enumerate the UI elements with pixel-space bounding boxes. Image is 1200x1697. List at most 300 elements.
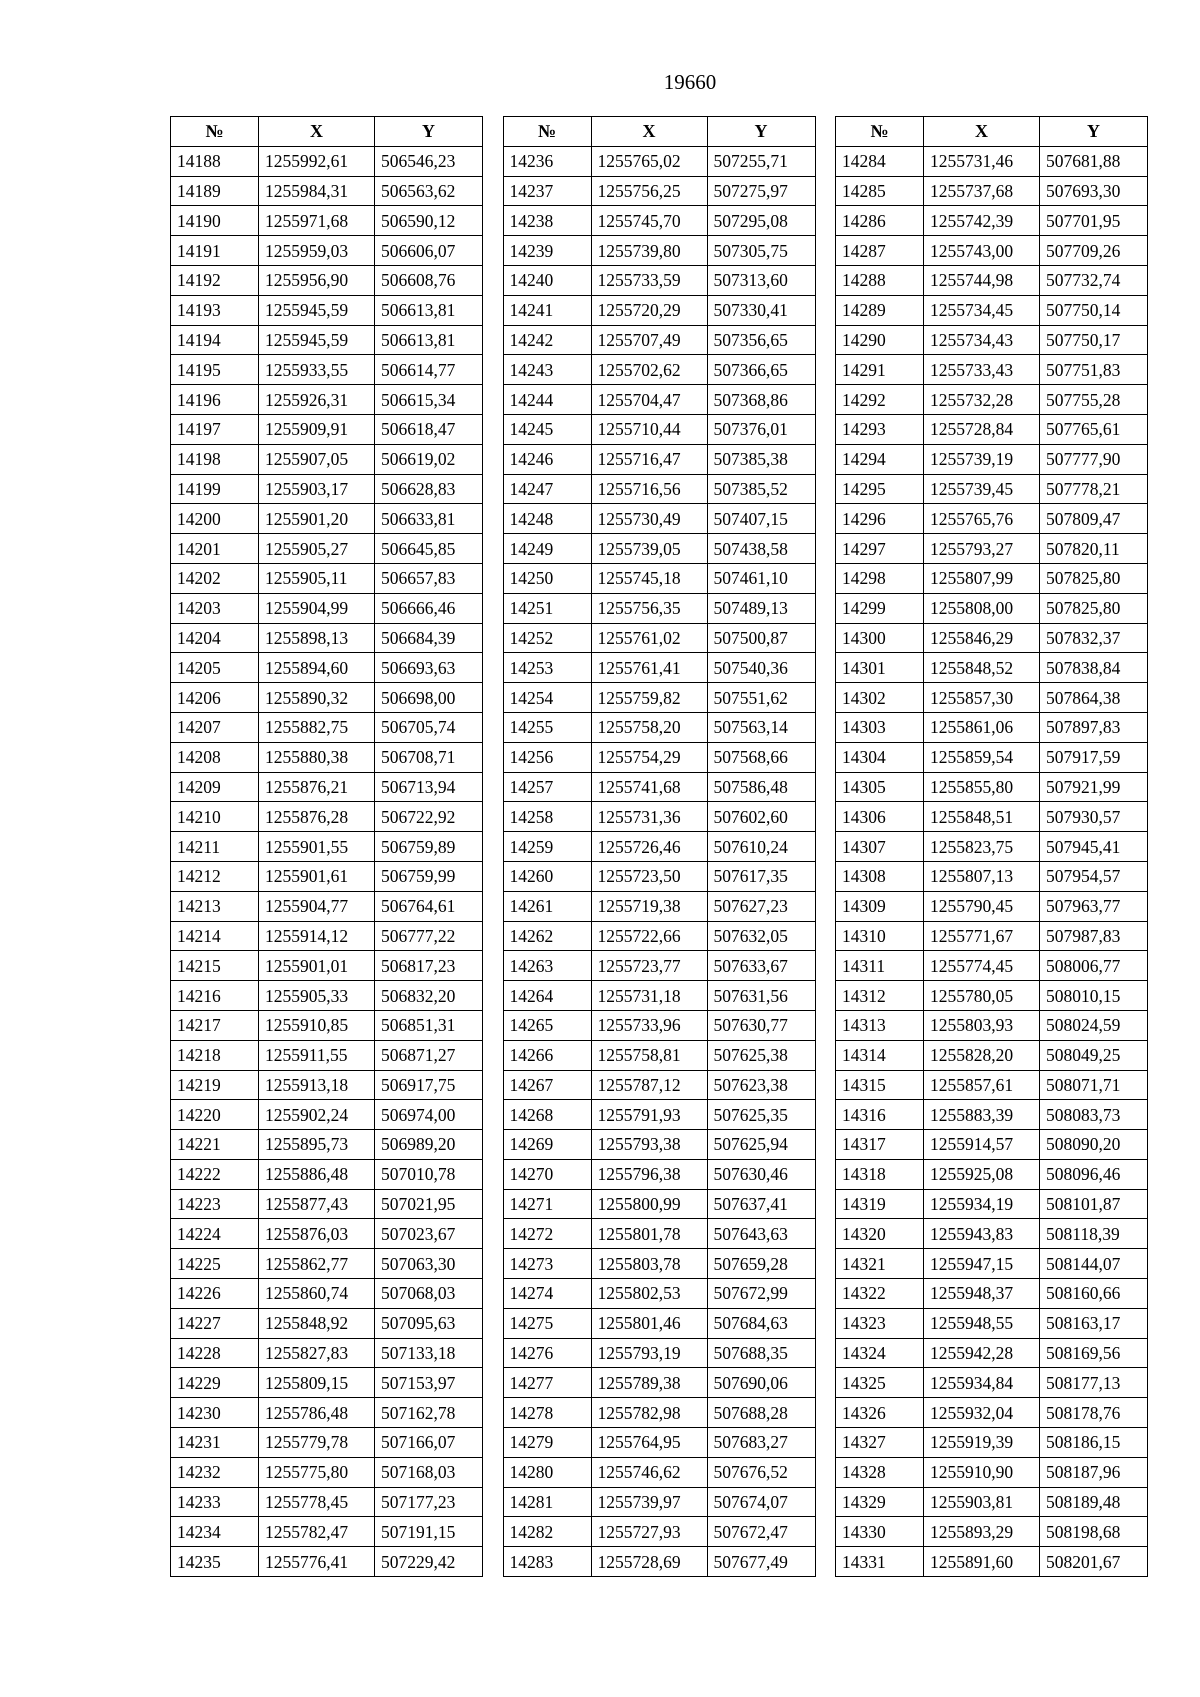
cell-number: 14295	[836, 474, 924, 504]
cell-y: 507838,84	[1040, 653, 1148, 683]
cell-number: 14226	[171, 1279, 259, 1309]
cell-y: 507750,17	[1040, 325, 1148, 355]
cell-y: 507897,83	[1040, 712, 1148, 742]
cell-y: 507376,01	[707, 414, 815, 444]
cell-number: 14280	[503, 1457, 591, 1487]
cell-number: 14200	[171, 504, 259, 534]
cell-y: 508201,67	[1040, 1547, 1148, 1577]
table-row	[836, 623, 1148, 653]
cell-x: 1255731,18	[591, 981, 707, 1011]
table-header-row	[503, 117, 815, 147]
table-row	[836, 832, 1148, 862]
cell-number: 14217	[171, 1010, 259, 1040]
cell-x: 1255782,47	[259, 1517, 375, 1547]
cell-number: 14289	[836, 295, 924, 325]
table-row	[171, 653, 483, 683]
cell-number: 14204	[171, 623, 259, 653]
table-row	[503, 623, 815, 653]
cell-x: 1255789,38	[591, 1368, 707, 1398]
cell-number: 14281	[503, 1487, 591, 1517]
table-row	[503, 563, 815, 593]
cell-x: 1255776,41	[259, 1547, 375, 1577]
cell-y: 507021,95	[375, 1189, 483, 1219]
table-row	[503, 832, 815, 862]
cell-y: 506657,83	[375, 563, 483, 593]
table-row	[503, 1249, 815, 1279]
table-row	[171, 444, 483, 474]
table-row	[836, 444, 1148, 474]
cell-number: 14264	[503, 981, 591, 1011]
cell-x: 1255910,90	[924, 1457, 1040, 1487]
cell-number: 14330	[836, 1517, 924, 1547]
cell-number: 14307	[836, 832, 924, 862]
cell-y: 508096,46	[1040, 1159, 1148, 1189]
table-row	[836, 1398, 1148, 1428]
cell-x: 1255945,59	[259, 295, 375, 325]
cell-y: 506917,75	[375, 1070, 483, 1100]
cell-x: 1255907,05	[259, 444, 375, 474]
cell-x: 1255808,00	[924, 593, 1040, 623]
cell-y: 506698,00	[375, 683, 483, 713]
cell-x: 1255790,45	[924, 891, 1040, 921]
table-row	[836, 653, 1148, 683]
cell-number: 14317	[836, 1130, 924, 1160]
cell-x: 1255947,15	[924, 1249, 1040, 1279]
cell-number: 14312	[836, 981, 924, 1011]
cell-y: 506705,74	[375, 712, 483, 742]
cell-x: 1255914,12	[259, 921, 375, 951]
column-header-x: X	[259, 117, 375, 147]
cell-x: 1255876,21	[259, 772, 375, 802]
table-row	[836, 295, 1148, 325]
cell-y: 506871,27	[375, 1040, 483, 1070]
cell-x: 1255876,03	[259, 1219, 375, 1249]
cell-number: 14277	[503, 1368, 591, 1398]
cell-number: 14190	[171, 206, 259, 236]
table-row	[171, 206, 483, 236]
cell-number: 14314	[836, 1040, 924, 1070]
cell-number: 14327	[836, 1428, 924, 1458]
table-row	[836, 712, 1148, 742]
cell-y: 507489,13	[707, 593, 815, 623]
table-row	[503, 1517, 815, 1547]
cell-x: 1255745,18	[591, 563, 707, 593]
table-row	[503, 653, 815, 683]
cell-number: 14250	[503, 563, 591, 593]
table-row	[503, 891, 815, 921]
table-row	[836, 414, 1148, 444]
cell-y: 507153,97	[375, 1368, 483, 1398]
table-row	[171, 1249, 483, 1279]
cell-number: 14252	[503, 623, 591, 653]
cell-x: 1255901,20	[259, 504, 375, 534]
cell-number: 14206	[171, 683, 259, 713]
table-row	[171, 385, 483, 415]
table-row	[171, 772, 483, 802]
cell-y: 507809,47	[1040, 504, 1148, 534]
cell-y: 507832,37	[1040, 623, 1148, 653]
cell-y: 507709,26	[1040, 236, 1148, 266]
cell-y: 508006,77	[1040, 951, 1148, 981]
cell-y: 507945,41	[1040, 832, 1148, 862]
table-row	[836, 1219, 1148, 1249]
cell-y: 507602,60	[707, 802, 815, 832]
cell-x: 1255901,55	[259, 832, 375, 862]
cell-y: 506615,34	[375, 385, 483, 415]
cell-y: 507610,24	[707, 832, 815, 862]
cell-y: 507632,05	[707, 921, 815, 951]
cell-number: 14301	[836, 653, 924, 683]
cell-number: 14303	[836, 712, 924, 742]
cell-y: 506832,20	[375, 981, 483, 1011]
cell-x: 1255855,80	[924, 772, 1040, 802]
table-row	[171, 951, 483, 981]
cell-number: 14255	[503, 712, 591, 742]
table-row	[171, 683, 483, 713]
table-row	[171, 1368, 483, 1398]
cell-y: 508024,59	[1040, 1010, 1148, 1040]
cell-x: 1255904,77	[259, 891, 375, 921]
table-row	[836, 325, 1148, 355]
table-row	[171, 474, 483, 504]
cell-y: 506764,61	[375, 891, 483, 921]
cell-y: 507672,99	[707, 1279, 815, 1309]
cell-number: 14215	[171, 951, 259, 981]
cell-number: 14299	[836, 593, 924, 623]
cell-y: 507356,65	[707, 325, 815, 355]
cell-number: 14218	[171, 1040, 259, 1070]
cell-y: 506613,81	[375, 325, 483, 355]
cell-x: 1255926,31	[259, 385, 375, 415]
table-row	[836, 534, 1148, 564]
table-row	[503, 683, 815, 713]
cell-number: 14308	[836, 861, 924, 891]
cell-y: 508049,25	[1040, 1040, 1148, 1070]
cell-number: 14213	[171, 891, 259, 921]
cell-number: 14258	[503, 802, 591, 832]
table-row	[171, 1219, 483, 1249]
table-row	[503, 325, 815, 355]
cell-y: 508163,17	[1040, 1308, 1148, 1338]
table-row	[836, 1338, 1148, 1368]
cell-number: 14287	[836, 236, 924, 266]
table-row	[836, 1100, 1148, 1130]
cell-x: 1255803,93	[924, 1010, 1040, 1040]
cell-number: 14266	[503, 1040, 591, 1070]
cell-x: 1255731,46	[924, 146, 1040, 176]
table-row	[171, 1189, 483, 1219]
cell-number: 14267	[503, 1070, 591, 1100]
cell-x: 1255883,39	[924, 1100, 1040, 1130]
table-row	[503, 534, 815, 564]
table-row	[503, 176, 815, 206]
table-row	[171, 981, 483, 1011]
column-header-no: №	[503, 117, 591, 147]
cell-x: 1255945,59	[259, 325, 375, 355]
table-row	[503, 295, 815, 325]
cell-number: 14227	[171, 1308, 259, 1338]
table-row	[171, 563, 483, 593]
table-row	[836, 236, 1148, 266]
cell-x: 1255732,28	[924, 385, 1040, 415]
table-row	[836, 474, 1148, 504]
cell-number: 14328	[836, 1457, 924, 1487]
cell-number: 14228	[171, 1338, 259, 1368]
cell-x: 1255801,78	[591, 1219, 707, 1249]
cell-x: 1255719,38	[591, 891, 707, 921]
table-row	[836, 861, 1148, 891]
cell-number: 14247	[503, 474, 591, 504]
cell-y: 507751,83	[1040, 355, 1148, 385]
cell-y: 507617,35	[707, 861, 815, 891]
table-row	[503, 206, 815, 236]
cell-number: 14318	[836, 1159, 924, 1189]
cell-x: 1255793,27	[924, 534, 1040, 564]
cell-y: 506974,00	[375, 1100, 483, 1130]
cell-x: 1255893,29	[924, 1517, 1040, 1547]
table-row	[171, 1308, 483, 1338]
cell-number: 14292	[836, 385, 924, 415]
cell-number: 14322	[836, 1279, 924, 1309]
table-row	[171, 1457, 483, 1487]
cell-y: 507954,57	[1040, 861, 1148, 891]
cell-number: 14300	[836, 623, 924, 653]
table-row	[836, 385, 1148, 415]
table-row	[171, 1428, 483, 1458]
table-row	[503, 1428, 815, 1458]
cell-x: 1255734,45	[924, 295, 1040, 325]
cell-number: 14212	[171, 861, 259, 891]
table-row	[836, 146, 1148, 176]
table-row	[503, 921, 815, 951]
table-row	[836, 891, 1148, 921]
cell-x: 1255802,53	[591, 1279, 707, 1309]
cell-x: 1255739,19	[924, 444, 1040, 474]
cell-y: 507461,10	[707, 563, 815, 593]
cell-y: 507732,74	[1040, 265, 1148, 295]
cell-y: 507659,28	[707, 1249, 815, 1279]
table-row	[503, 981, 815, 1011]
table-row	[836, 1040, 1148, 1070]
cell-y: 506817,23	[375, 951, 483, 981]
cell-x: 1255913,18	[259, 1070, 375, 1100]
table-row	[171, 325, 483, 355]
coordinate-tables	[170, 116, 1148, 1577]
table-row	[836, 1279, 1148, 1309]
cell-number: 14188	[171, 146, 259, 176]
table-row	[836, 1130, 1148, 1160]
cell-y: 507987,83	[1040, 921, 1148, 951]
cell-x: 1255823,75	[924, 832, 1040, 862]
cell-y: 507625,35	[707, 1100, 815, 1130]
table-row	[171, 1010, 483, 1040]
column-header-y: Y	[375, 117, 483, 147]
cell-number: 14273	[503, 1249, 591, 1279]
cell-y: 507684,63	[707, 1308, 815, 1338]
cell-x: 1255902,24	[259, 1100, 375, 1130]
table-row	[503, 1100, 815, 1130]
table-row	[503, 712, 815, 742]
cell-number: 14320	[836, 1219, 924, 1249]
table-row	[171, 712, 483, 742]
cell-number: 14235	[171, 1547, 259, 1577]
cell-number: 14294	[836, 444, 924, 474]
cell-y: 506713,94	[375, 772, 483, 802]
cell-x: 1255733,43	[924, 355, 1040, 385]
cell-x: 1255756,35	[591, 593, 707, 623]
cell-y: 507630,77	[707, 1010, 815, 1040]
coordinate-table	[503, 116, 816, 1577]
table-row	[836, 1428, 1148, 1458]
cell-x: 1255809,15	[259, 1368, 375, 1398]
cell-x: 1255739,80	[591, 236, 707, 266]
cell-y: 508177,13	[1040, 1368, 1148, 1398]
cell-y: 507551,62	[707, 683, 815, 713]
table-row	[171, 1279, 483, 1309]
cell-y: 507229,42	[375, 1547, 483, 1577]
table-row	[171, 1547, 483, 1577]
table-row	[503, 265, 815, 295]
cell-y: 507672,47	[707, 1517, 815, 1547]
cell-x: 1255848,51	[924, 802, 1040, 832]
cell-x: 1255759,82	[591, 683, 707, 713]
table-row	[503, 1159, 815, 1189]
cell-number: 14203	[171, 593, 259, 623]
table-row	[836, 1159, 1148, 1189]
cell-y: 507275,97	[707, 176, 815, 206]
cell-number: 14296	[836, 504, 924, 534]
table-row	[503, 504, 815, 534]
table-header-row	[836, 117, 1148, 147]
cell-number: 14274	[503, 1279, 591, 1309]
table-row	[503, 772, 815, 802]
cell-number: 14270	[503, 1159, 591, 1189]
cell-x: 1255859,54	[924, 742, 1040, 772]
cell-y: 506619,02	[375, 444, 483, 474]
cell-x: 1255745,70	[591, 206, 707, 236]
table-row	[836, 265, 1148, 295]
table-row	[171, 861, 483, 891]
table-row	[836, 772, 1148, 802]
cell-y: 507820,11	[1040, 534, 1148, 564]
cell-y: 507385,52	[707, 474, 815, 504]
cell-y: 507963,77	[1040, 891, 1148, 921]
table-row	[503, 1070, 815, 1100]
table-row	[171, 1517, 483, 1547]
cell-y: 507095,63	[375, 1308, 483, 1338]
cell-number: 14195	[171, 355, 259, 385]
cell-y: 506759,89	[375, 832, 483, 862]
cell-x: 1255905,33	[259, 981, 375, 1011]
cell-y: 507586,48	[707, 772, 815, 802]
cell-x: 1255780,05	[924, 981, 1040, 1011]
table-row	[503, 474, 815, 504]
cell-x: 1255793,38	[591, 1130, 707, 1160]
page-number: 19660	[663, 70, 717, 94]
cell-x: 1255731,36	[591, 802, 707, 832]
cell-number: 14297	[836, 534, 924, 564]
table-row	[503, 1457, 815, 1487]
cell-number: 14233	[171, 1487, 259, 1517]
cell-x: 1255890,32	[259, 683, 375, 713]
cell-number: 14205	[171, 653, 259, 683]
cell-number: 14193	[171, 295, 259, 325]
cell-y: 507765,61	[1040, 414, 1148, 444]
cell-x: 1255764,95	[591, 1428, 707, 1458]
cell-y: 507407,15	[707, 504, 815, 534]
cell-y: 507568,66	[707, 742, 815, 772]
cell-x: 1255739,45	[924, 474, 1040, 504]
cell-x: 1255779,78	[259, 1428, 375, 1458]
table-row	[171, 1100, 483, 1130]
table-row	[171, 265, 483, 295]
cell-x: 1255933,55	[259, 355, 375, 385]
table-row	[503, 1487, 815, 1517]
cell-x: 1255911,55	[259, 1040, 375, 1070]
table-row	[503, 593, 815, 623]
cell-number: 14293	[836, 414, 924, 444]
table-row	[171, 295, 483, 325]
cell-x: 1255857,30	[924, 683, 1040, 713]
table-row	[836, 1457, 1148, 1487]
cell-y: 508083,73	[1040, 1100, 1148, 1130]
cell-x: 1255914,57	[924, 1130, 1040, 1160]
cell-x: 1255846,29	[924, 623, 1040, 653]
cell-x: 1255903,81	[924, 1487, 1040, 1517]
cell-number: 14304	[836, 742, 924, 772]
cell-x: 1255891,60	[924, 1547, 1040, 1577]
cell-x: 1255848,52	[924, 653, 1040, 683]
cell-y: 506628,83	[375, 474, 483, 504]
cell-x: 1255861,06	[924, 712, 1040, 742]
table-row	[503, 1308, 815, 1338]
table-row	[836, 1547, 1148, 1577]
table-row	[836, 951, 1148, 981]
cell-y: 507625,38	[707, 1040, 815, 1070]
table-row	[171, 534, 483, 564]
table-row	[836, 802, 1148, 832]
table-row	[171, 1487, 483, 1517]
cell-number: 14310	[836, 921, 924, 951]
table-row	[171, 1159, 483, 1189]
cell-number: 14309	[836, 891, 924, 921]
cell-number: 14189	[171, 176, 259, 206]
table-row	[171, 1040, 483, 1070]
cell-number: 14263	[503, 951, 591, 981]
cell-x: 1255771,67	[924, 921, 1040, 951]
cell-x: 1255727,93	[591, 1517, 707, 1547]
table-row	[503, 1040, 815, 1070]
table-row	[171, 623, 483, 653]
cell-x: 1255956,90	[259, 265, 375, 295]
cell-y: 508178,76	[1040, 1398, 1148, 1428]
cell-number: 14272	[503, 1219, 591, 1249]
cell-number: 14211	[171, 832, 259, 862]
cell-x: 1255934,19	[924, 1189, 1040, 1219]
cell-y: 506645,85	[375, 534, 483, 564]
cell-y: 506722,92	[375, 802, 483, 832]
cell-y: 507681,88	[1040, 146, 1148, 176]
table-row	[836, 176, 1148, 206]
cell-y: 506563,62	[375, 176, 483, 206]
cell-y: 507627,23	[707, 891, 815, 921]
table-row	[836, 593, 1148, 623]
cell-x: 1255723,50	[591, 861, 707, 891]
cell-y: 507177,23	[375, 1487, 483, 1517]
cell-y: 507500,87	[707, 623, 815, 653]
cell-number: 14260	[503, 861, 591, 891]
table-row	[503, 1368, 815, 1398]
